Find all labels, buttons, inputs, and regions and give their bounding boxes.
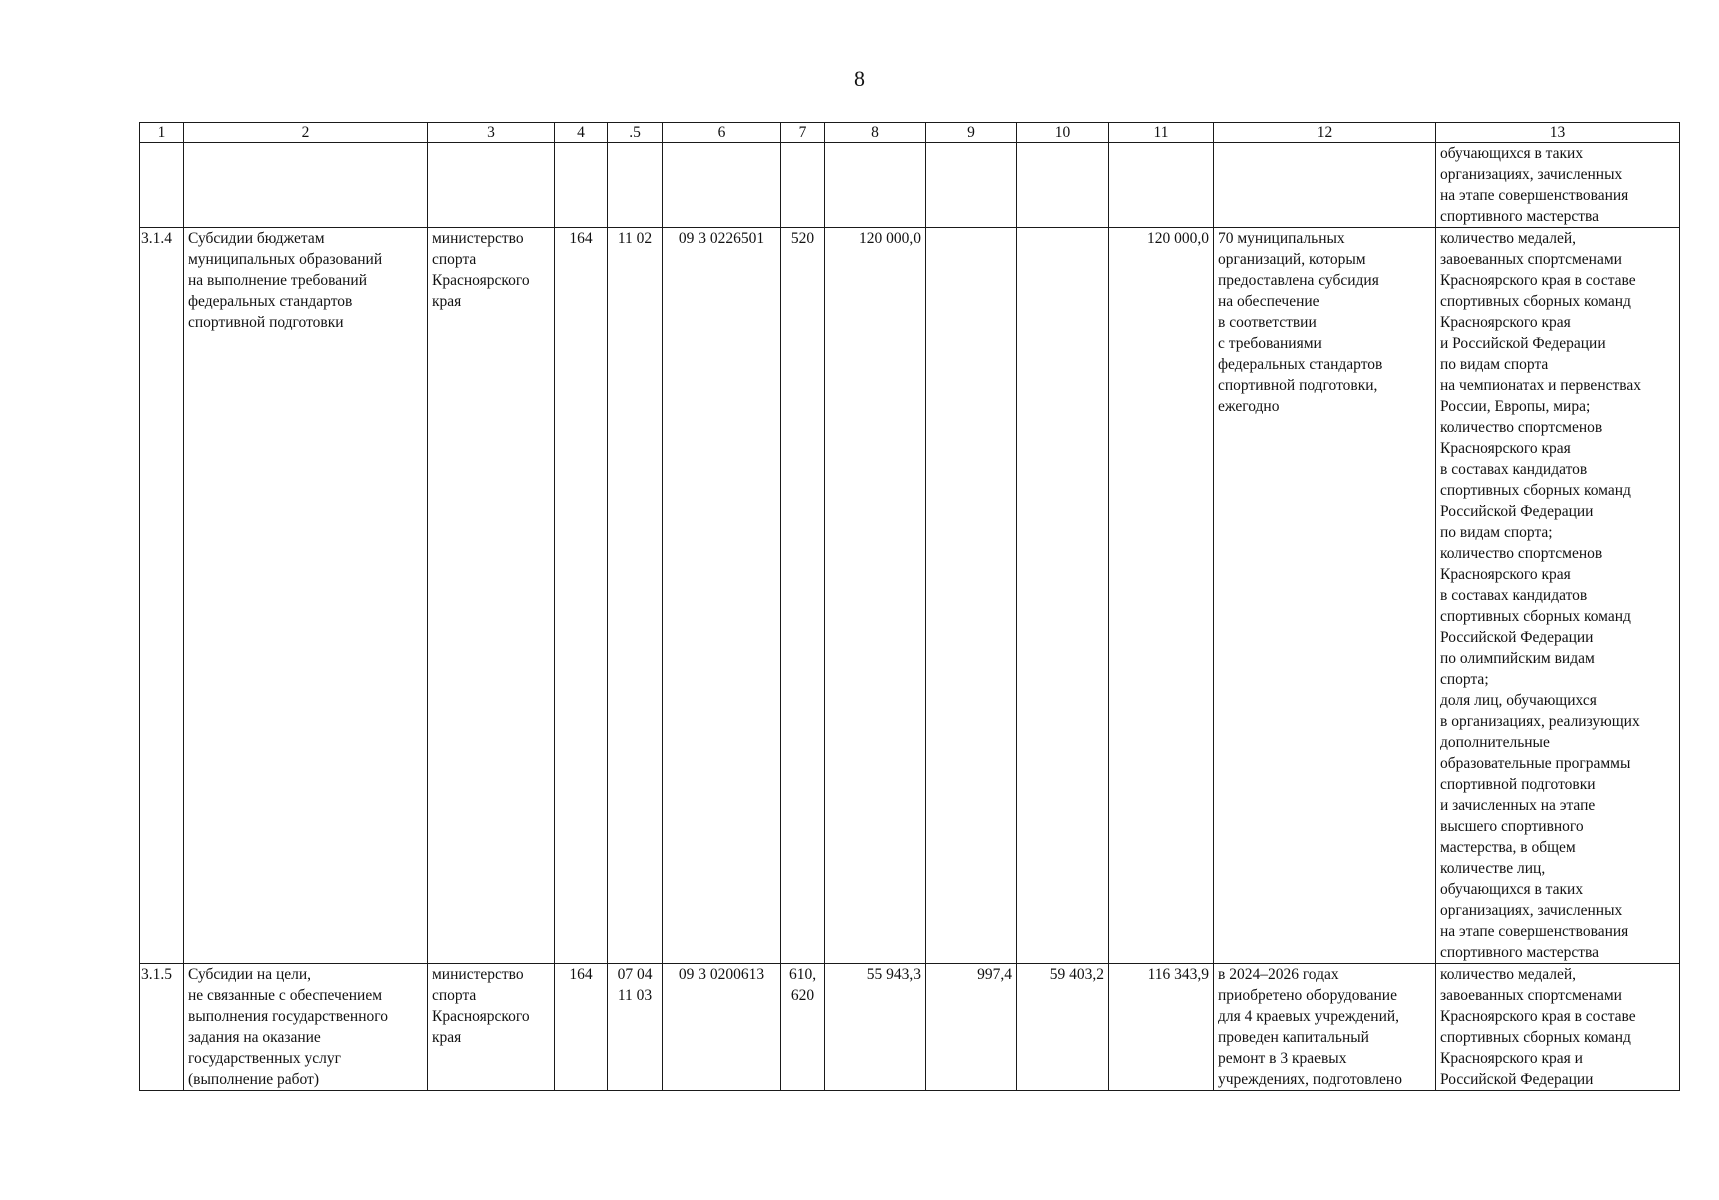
header-col-13: 13 <box>1436 123 1680 143</box>
cell-responsible: министерство спорта Красноярского края <box>428 964 555 1091</box>
cell-measure-name: Субсидии бюджетам муниципальных образований на выполнение требований федеральных стандартов спортивной подготовки <box>184 228 428 964</box>
table-row-3-1-5 <box>140 964 1680 1091</box>
cell-empty <box>1109 143 1214 228</box>
cell-empty <box>555 143 608 228</box>
cell-empty <box>1017 143 1109 228</box>
cell-empty <box>825 143 926 228</box>
header-col-2: 2 <box>184 123 428 143</box>
table-row-continuation <box>140 143 1680 228</box>
cell-empty <box>140 143 184 228</box>
cell-total: 116 343,9 <box>1109 964 1214 1091</box>
table-row-3-1-4 <box>140 228 1680 964</box>
header-col-8: 8 <box>825 123 926 143</box>
cell-indicator: количество медалей, завоеванных спортсменами Красноярского края в составе спортивных сборных команд Красноярского края и Российской Федерации <box>1436 964 1680 1091</box>
table-header-row <box>140 123 1680 143</box>
header-col-11: 11 <box>1109 123 1214 143</box>
cell-indicator: количество медалей, завоеванных спортсменами Красноярского края в составе спортивных сборных команд Красноярского края и Российской Федерации по видам спорта на чемпионатах и первенствах России, Европы, мира; количество спортсменов Красноярского края в составах кандидатов спортивных сборных команд Российской Федерации по видам спорта; количество спортсменов Красноярского края в составах кандидатов спортивных сборных команд Российской Федерации по олимпийским видам спорта; доля лиц, обучающихся в организациях, реализующих дополнительные образовательные программы спортивной подготовки и зачисленных на этапе высшего спортивного мастерства, в общем количестве лиц, обучающихся в таких организациях, зачисленных на этапе совершенствования спортивного мастерства <box>1436 228 1680 964</box>
cell-vr: 520 <box>781 228 825 964</box>
cell-year-2024: 55 943,3 <box>825 964 926 1091</box>
cell-rzpr: 11 02 <box>608 228 663 964</box>
cell-row-number: 3.1.5 <box>140 964 184 1091</box>
cell-expected-result: 70 муниципальных организаций, которым предоставлена субсидия на обеспечение в соответствии с требованиями федеральных стандартов спортивной подготовки, ежегодно <box>1214 228 1436 964</box>
header-col-4: 4 <box>555 123 608 143</box>
header-col-10: 10 <box>1017 123 1109 143</box>
header-col-7: 7 <box>781 123 825 143</box>
cell-year-2025: 997,4 <box>926 964 1017 1091</box>
cell-year-2025 <box>926 228 1017 964</box>
header-col-6: 6 <box>663 123 781 143</box>
cell-year-2024: 120 000,0 <box>825 228 926 964</box>
cell-empty <box>926 143 1017 228</box>
cell-empty <box>1214 143 1436 228</box>
header-col-12: 12 <box>1214 123 1436 143</box>
cell-vr: 610, 620 <box>781 964 825 1091</box>
header-col-5: .5 <box>608 123 663 143</box>
cell-empty <box>781 143 825 228</box>
cell-total: 120 000,0 <box>1109 228 1214 964</box>
cell-indicator-continuation: обучающихся в таких организациях, зачисленных на этапе совершенствования спортивного мастерства <box>1436 143 1680 228</box>
cell-empty <box>608 143 663 228</box>
cell-year-2026 <box>1017 228 1109 964</box>
cell-csr: 09 3 0226501 <box>663 228 781 964</box>
header-col-9: 9 <box>926 123 1017 143</box>
cell-expected-result: в 2024–2026 годах приобретено оборудование для 4 краевых учреждений, проведен капитальный ремонт в 3 краевых учреждениях, подготовлено <box>1214 964 1436 1091</box>
budget-table <box>139 122 1680 1091</box>
cell-empty <box>184 143 428 228</box>
cell-row-number: 3.1.4 <box>140 228 184 964</box>
cell-responsible: министерство спорта Красноярского края <box>428 228 555 964</box>
page-number: 8 <box>854 66 865 91</box>
header-col-1: 1 <box>140 123 184 143</box>
cell-rzpr: 07 04 11 03 <box>608 964 663 1091</box>
header-col-3: 3 <box>428 123 555 143</box>
cell-empty <box>428 143 555 228</box>
cell-csr: 09 3 0200613 <box>663 964 781 1091</box>
cell-year-2026: 59 403,2 <box>1017 964 1109 1091</box>
cell-grbs: 164 <box>555 964 608 1091</box>
cell-empty <box>663 143 781 228</box>
cell-measure-name: Субсидии на цели, не связанные с обеспечением выполнения государственного задания на оказание государственных услуг (выполнение работ) <box>184 964 428 1091</box>
cell-grbs: 164 <box>555 228 608 964</box>
